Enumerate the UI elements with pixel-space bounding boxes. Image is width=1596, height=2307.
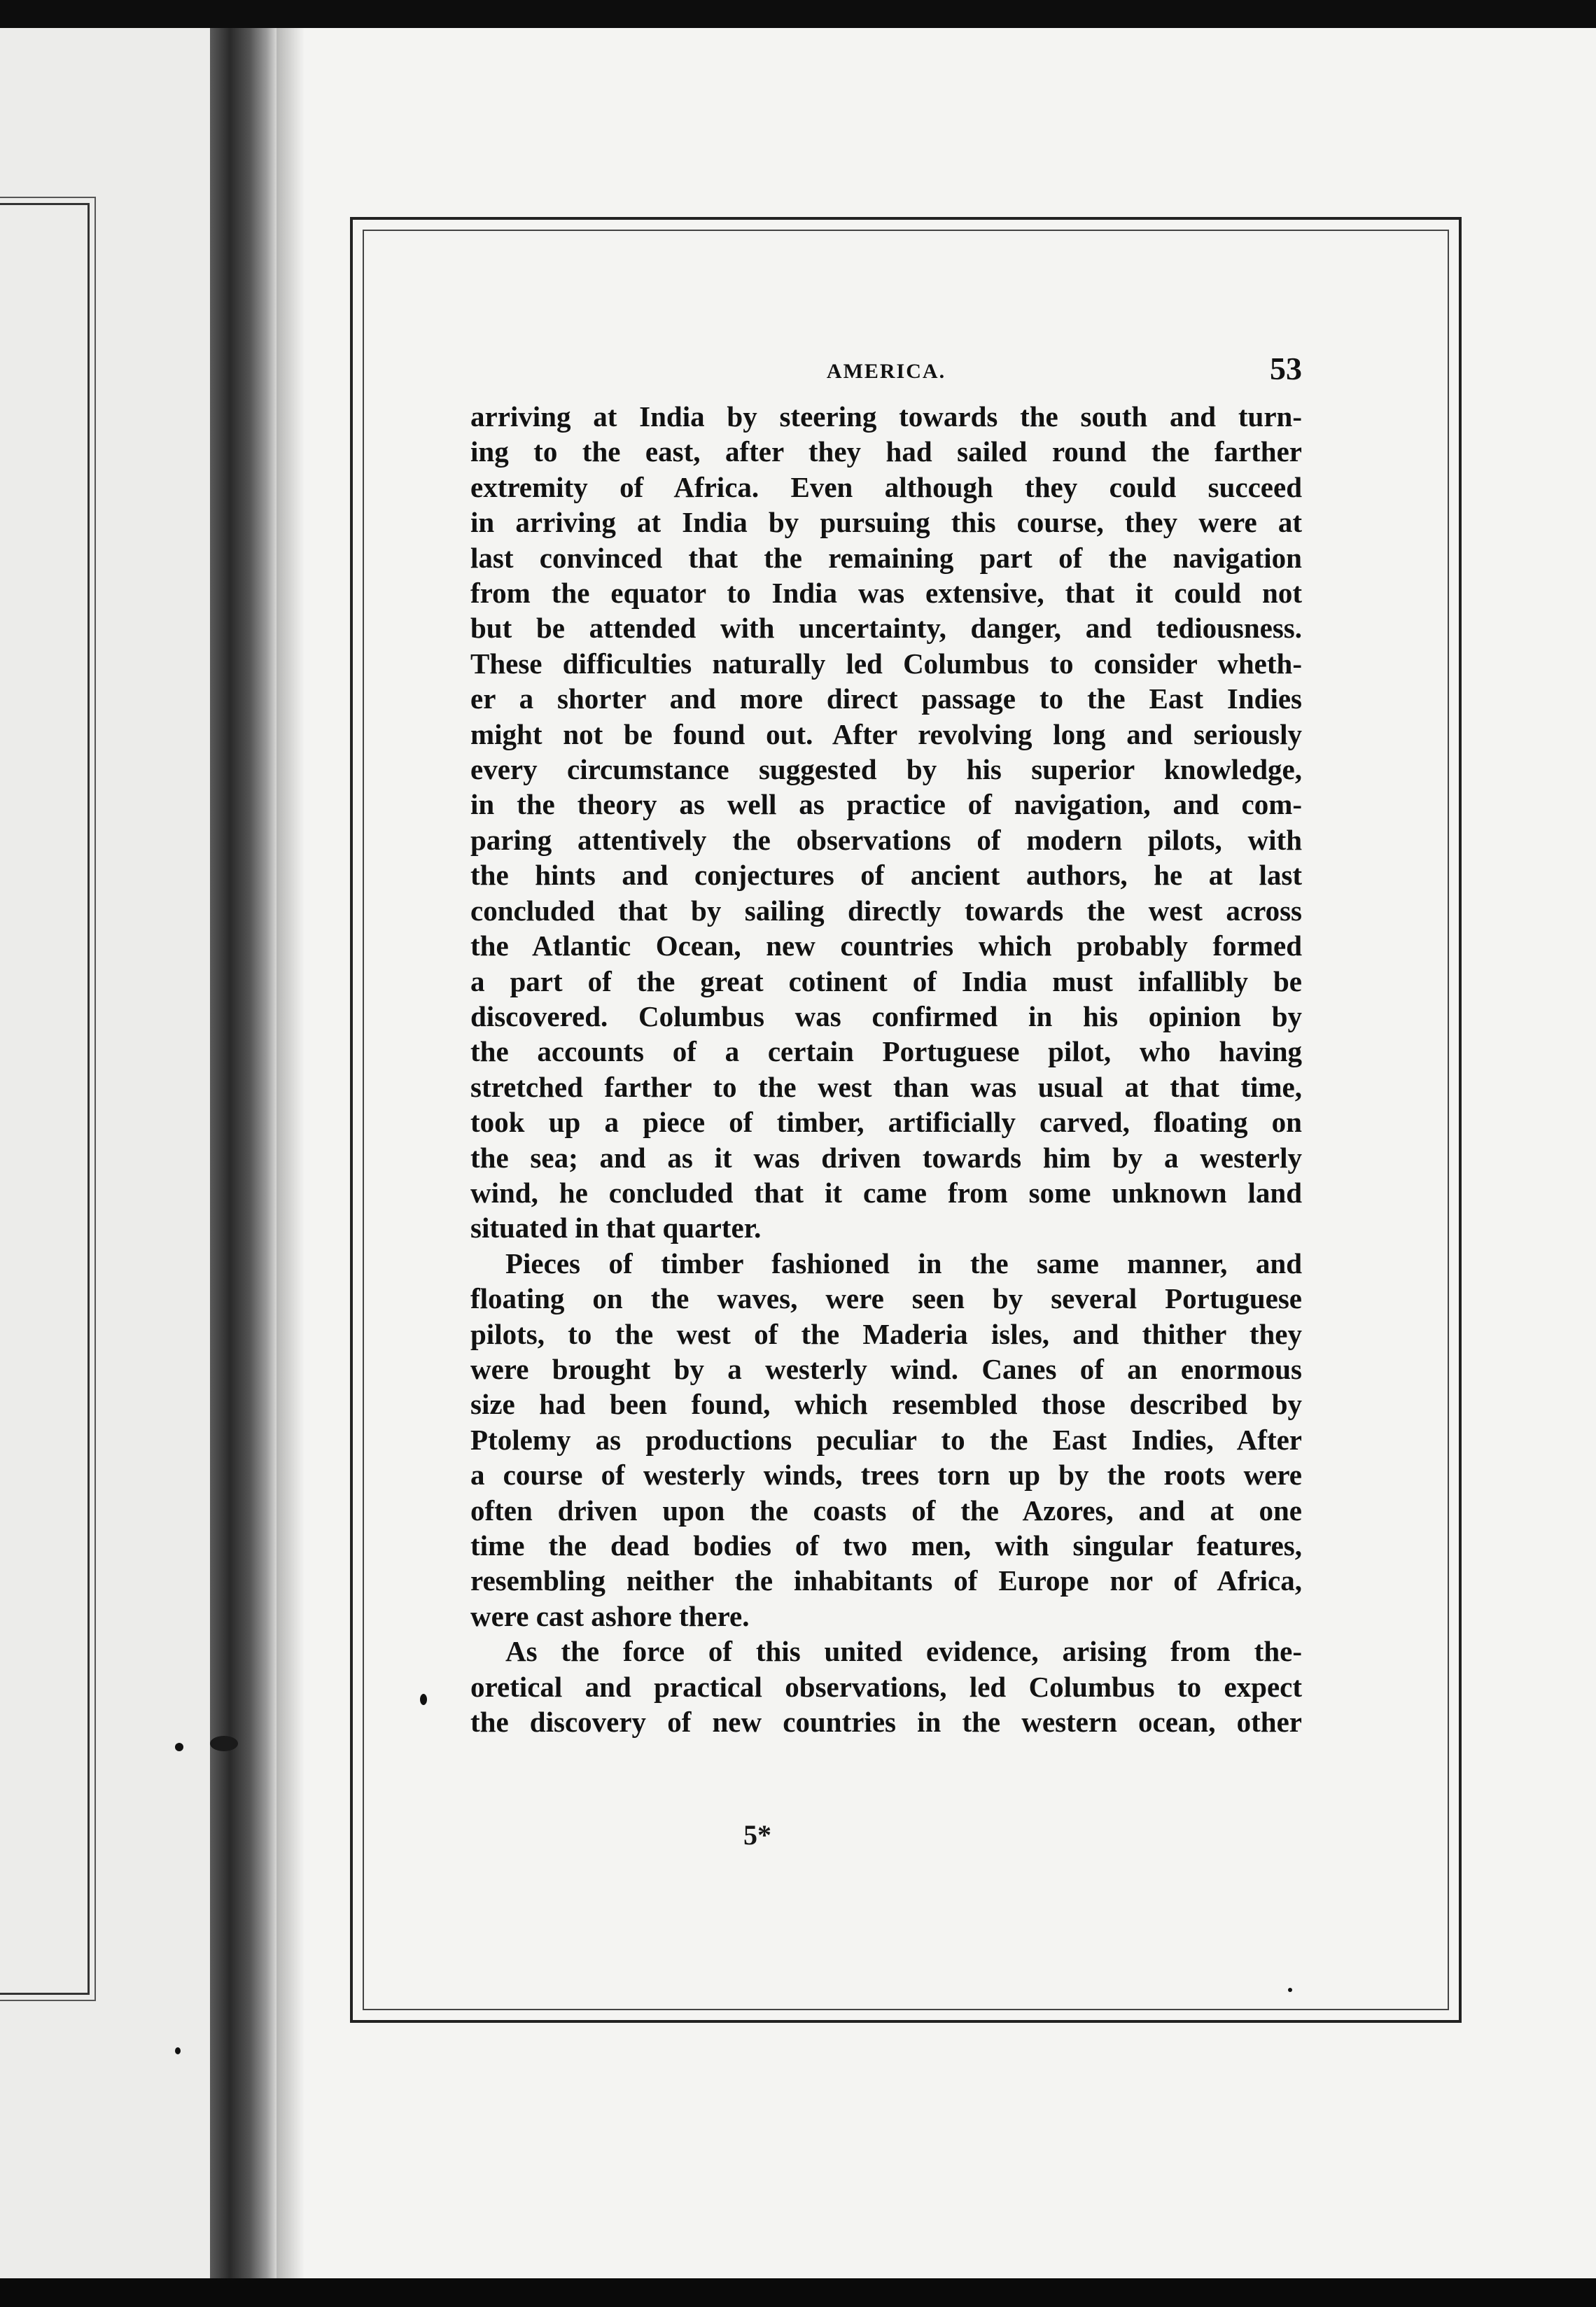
text-line: took up a piece of timber, artificially carved, floating on [470,1106,1302,1139]
text-line: floating on the waves, were seen by several Portuguese [470,1282,1302,1315]
text-line: a part of the great cotinent of India must infallibly be [470,965,1302,997]
text-line: size had been found, which resembled those described by [470,1388,1302,1421]
text-line: paring attentively the observations of modern pilots, with [470,823,1302,856]
gutter-shadow [276,28,304,2278]
text-line: in the theory as well as practice of navigation, and com- [470,788,1302,821]
text-line: discovered. Columbus was confirmed in his opinion by [470,1000,1302,1032]
facing-page-border [0,203,90,1995]
ink-speck [420,1694,427,1705]
text-line: the accounts of a certain Portuguese pilot, who having [470,1035,1302,1068]
text-line: often driven upon the coasts of the Azores, and at one [470,1494,1302,1527]
text-line: every circumstance suggested by his superior knowledge, [470,753,1302,786]
text-line: from the equator to India was extensive, that it could not [470,577,1302,610]
text-line: the Atlantic Ocean, new countries which probably formed [470,930,1302,962]
text-line: stretched farther to the west than was usual at that time, [470,1070,1302,1103]
text-line: the discovery of new countries in the western ocean, other [470,1706,1302,1739]
signature-mark: 5* [743,1819,771,1851]
text-line: might not be found out. After revolving long and seriously [470,717,1302,750]
ink-speck [1288,1988,1292,1992]
text-line: but be attended with uncertainty, danger, and tediousness. [470,612,1302,645]
ink-speck [175,2047,181,2054]
text-line: wind, he concluded that it came from some unknown land [470,1176,1302,1209]
text-line: Pieces of timber fashioned in the same manner, and [505,1247,1302,1279]
text-line: last convinced that the remaining part of the navigation [470,541,1302,574]
text-line: As the force of this united evidence, arising from the- [505,1635,1302,1668]
binding-gutter [210,28,276,2278]
text-line: resembling neither the inhabitants of Europe nor of Africa, [470,1564,1302,1597]
page-number: 53 [1270,351,1302,386]
body-text [470,399,1302,1739]
text-line: the sea; and as it was driven towards him by a westerly [470,1141,1302,1174]
text-line: These difficulties naturally led Columbus to consider wheth- [470,647,1302,680]
text-line: the hints and conjectures of ancient authors, he at last [470,859,1302,892]
text-line: extremity of Africa. Even although they could succeed [470,470,1302,503]
text-line: were brought by a westerly wind. Canes of an enormous [470,1352,1302,1385]
text-line: arriving at India by steering towards the south and turn- [470,400,1302,433]
running-head [470,350,1302,399]
text-block [470,350,1302,1739]
text-line: concluded that by sailing directly towards the west across [470,894,1302,927]
text-line: oretical and practical observations, led Columbus to expect [470,1670,1302,1703]
facing-page-fragment [0,28,210,2278]
text-line: ing to the east, after they had sailed round the farther [470,435,1302,468]
text-line: pilots, to the west of the Maderia isles, and thither they [470,1317,1302,1350]
text-line: time the dead bodies of two men, with singular features, [470,1529,1302,1562]
ink-speck [175,1743,183,1751]
text-line: situated in that quarter. [470,1212,762,1244]
running-title: AMERICA. [826,360,946,383]
text-line: a course of westerly winds, trees torn up by the roots were [470,1459,1302,1492]
text-line: were cast ashore there. [470,1599,750,1632]
text-line: er a shorter and more direct passage to the East Indies [470,682,1302,715]
scan-bottom-edge [0,2278,1596,2307]
ink-speck [210,1736,238,1751]
text-line: in arriving at India by pursuing this course, they were at [470,506,1302,539]
text-line: Ptolemy as productions peculiar to the East Indies, After [470,1423,1302,1456]
